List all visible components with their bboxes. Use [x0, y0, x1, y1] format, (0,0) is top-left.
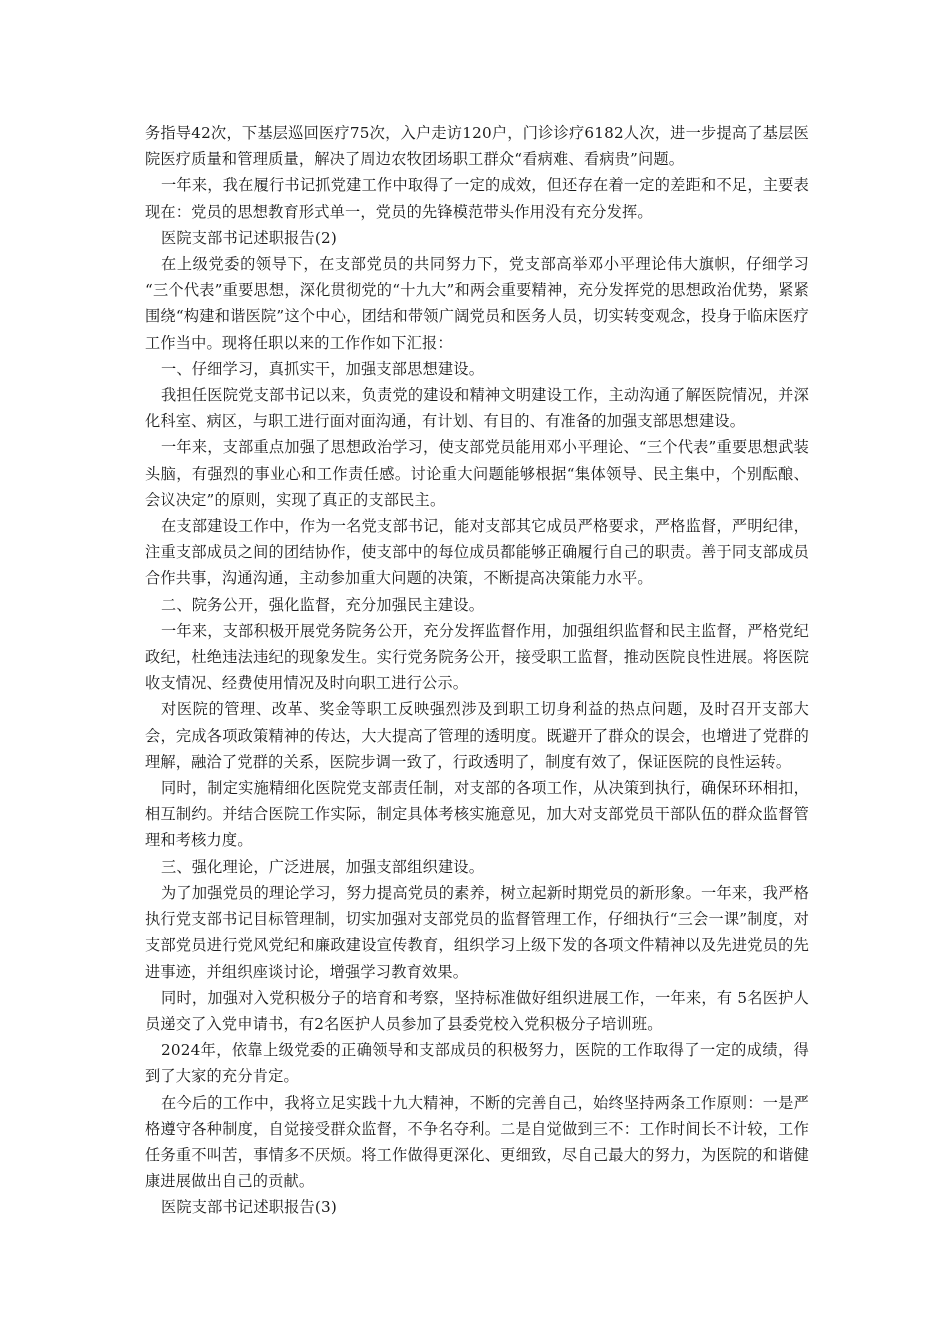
paragraph-branch-work: 在支部建设工作中，作为一名党支部书记，能对支部其它成员严格要求，严格监督，严明纪律，注重支部成员之间的团结协作，使支部中的每位成员都能够正确履行自己的职责。善于同支部成员合作共事，沟通沟通，主动参加重大问题的决策，不断提高决策能力水平。	[145, 517, 809, 588]
document-body	[145, 120, 809, 1221]
paragraph-openness: 一年来，支部积极开展党务院务公开，充分发挥监督作用，加强组织监督和民主监督，严格党纪政纪，杜绝违法违纪的现象发生。实行党务院务公开，接受职工监督，推动医院良性进展。将医院收支情况、经费使用情况及时向职工进行公示。	[145, 621, 809, 693]
paragraph-service-stats: 务指导42次，下基层巡回医疗75次，入户走访120户，门诊诊疗6182人次，进一步提高了基层医院医疗质量和管理质量，解决了周边农牧团场职工群众“看病难、看病贵”问题。	[145, 124, 809, 169]
paragraph-achievements: 2024年，依靠上级党委的正确领导和支部成员的积极努力，医院的工作取得了一定的成绩，得到了大家的充分肯定。	[145, 1041, 809, 1086]
paragraph-intro: 在上级党委的领导下，在支部党员的共同努力下，党支部高举邓小平理论伟大旗帜，仔细学习 “三个代表”重要思想，深化贯彻党的“十九大”和两会重要精神，充分发挥党的思想政治优势，紧紧围绕“构建和谐医院”这个中心，团结和带领广阔党员和医务人员，切实转变观念，投身于临床医疗工作当中。现将任职以来的工作作如下汇报：	[145, 255, 809, 352]
section-heading-3: 三、强化理论，广泛进展，加强支部组织建设。	[161, 857, 485, 876]
section-heading-2: 二、院务公开，强化监督，充分加强民主建设。	[161, 595, 485, 614]
paragraph-theory-study: 为了加强党员的理论学习，努力提高党员的素养，树立起新时期党员的新形象。一年来，我严格执行党支部书记目标管理制，切实加强对支部党员的监督管理工作，仔细执行“三会一课”制度，对支部党员进行党风党纪和廉政建设宣传教育，组织学习上级下发的各项文件精神以及先进党员的先进事迹，并组织座谈讨论，增强学习教育效果。	[145, 883, 809, 981]
paragraph-shortcomings: 一年来，我在履行书记抓党建工作中取得了一定的成效，但还存在着一定的差距和不足，主要表现在：党员的思想教育形式单一，党员的先锋模范带头作用没有充分发挥。	[145, 176, 809, 221]
report-title-3: 医院支部书记述职报告(3)	[161, 1198, 337, 1217]
report-title-2: 医院支部书记述职报告(2)	[161, 228, 337, 247]
paragraph-responsibility: 同时，制定实施精细化医院党支部责任制，对支部的各项工作，从决策到执行，确保环环相扣，相互制约。并结合医院工作实际，制定具体考核实施意见，加大对支部党员干部队伍的群众监督管理和考核力度。	[145, 779, 809, 850]
paragraph-party-building: 我担任医院党支部书记以来，负责党的建设和精神文明建设工作，主动沟通了解医院情况，并深化科室、病区，与职工进行面对面沟通，有计划、有目的、有准备的加强支部思想建设。	[145, 386, 809, 431]
paragraph-future-plans: 在今后的工作中，我将立足实践十九大精神，不断的完善自己，始终坚持两条工作原则：一是严格遵守各种制度，自觉接受群众监督，不争名夺利。二是自觉做到三不：工作时间长不计较，工作任务重不叫苦，事情多不厌烦。将工作做得更深化、更细致，尽自己最大的努力，为医院的和谐健康进展做出自己的贡献。	[145, 1093, 809, 1191]
paragraph-hot-issues: 对医院的管理、改革、奖金等职工反映强烈涉及到职工切身利益的热点问题，及时召开支部大会，完成各项政策精神的传达，大大提高了管理的透明度。既避开了群众的误会，也增进了党群的理解，融洽了党群的关系，医院步调一致了，行政透明了，制度有效了，保证医院的良性运转。	[145, 700, 809, 771]
paragraph-political-study: 一年来，支部重点加强了思想政治学习，使支部党员能用邓小平理论、“三个代表”重要思想武装头脑，有强烈的事业心和工作责任感。讨论重大问题能够根据“集体领导、民主集中，个别酝酿、会议决定”的原则，实现了真正的支部民主。	[145, 438, 809, 509]
paragraph-recruitment: 同时，加强对入党积极分子的培育和考察，坚持标准做好组织进展工作，一年来，有 5名医护人员递交了入党申请书，有2名医护人员参加了县委党校入党积极分子培训班。	[145, 988, 809, 1033]
section-heading-1: 一、仔细学习，真抓实干，加强支部思想建设。	[161, 359, 485, 378]
